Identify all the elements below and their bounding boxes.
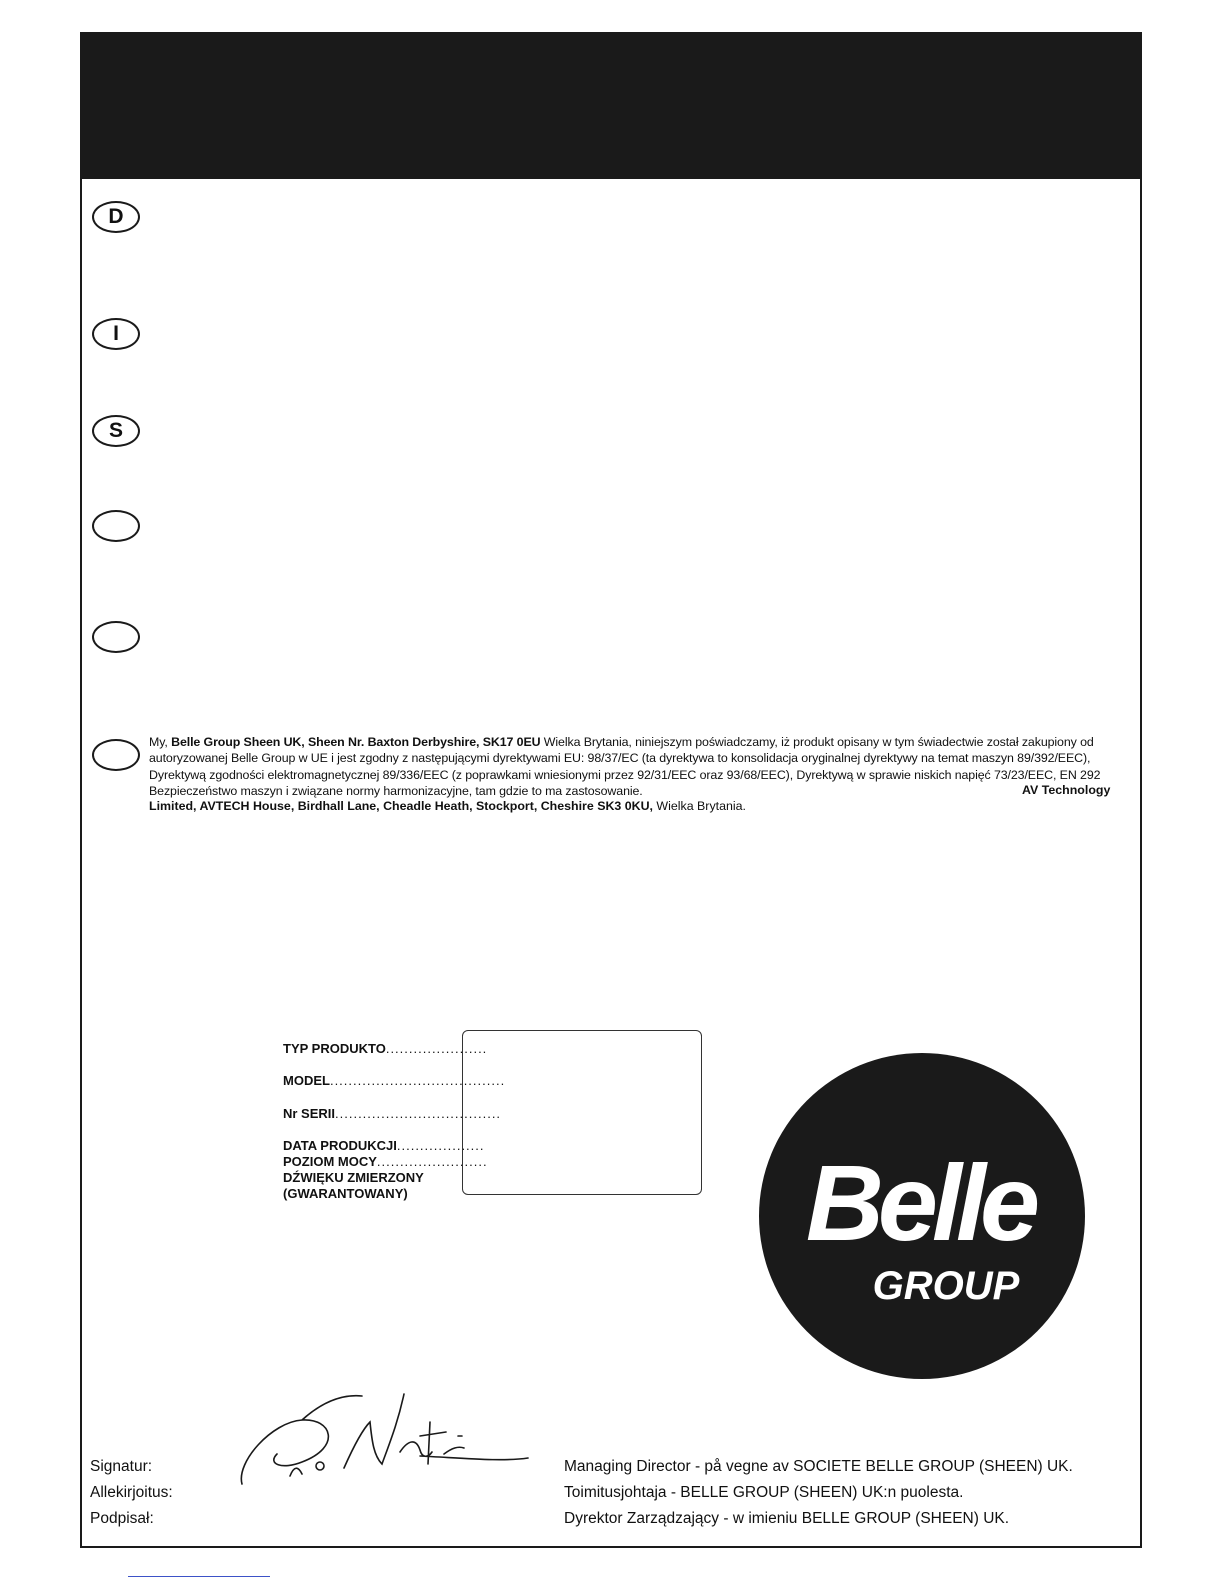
form-sound-power-dots: ........................ — [376, 1154, 488, 1169]
declaration-intro: My, — [149, 735, 172, 749]
signatory-title-no: Managing Director - på vegne av SOCIETE BELLE GROUP (SHEEN) UK. — [564, 1458, 1073, 1475]
declaration-body: Wielka Brytania, niniejszym poświadczamy, iż produkt opisany w tym świadectwie został zakupiony od autoryzowanej Belle Group w UE i jest zgodny z następującymi dyrektywami EU: 98/37/EC (ta dyrektywa to konsolidacja oryginalnej dyrektywy na temat maszyn 89/392/EEC), Dyrektywą zgodności elektromagnetycznej 89/336/EEC (z poprawkami wniesionymi przez 92/31/EEC oraz 93/68/EEC), Dyrektywą w sprawie niskich napięć 73/23/EEC, EN 292 Bezpieczeństwo maszyn i związane normy harmonizacyjne, tam gdzie to ma zastosowanie. — [149, 735, 1101, 798]
form-production-date-label: DATA PRODUKCJI — [283, 1138, 397, 1153]
logo-sub: GROUP — [872, 1264, 1020, 1308]
form-sound-power-1 — [283, 1154, 488, 1169]
logo-word: Belle — [805, 1142, 1035, 1263]
form-model-dots: ...................................... — [329, 1073, 506, 1088]
form-serial-dots: .................................... — [335, 1106, 502, 1121]
form-production-date-dots: ................... — [396, 1138, 485, 1153]
signature-label-no: Signatur: — [90, 1458, 153, 1475]
language-badge-d: D — [92, 201, 140, 233]
form-sound-power-2: DŹWIĘKU ZMIERZONY — [283, 1170, 424, 1185]
signature-label-fi: Allekirjoitus: — [90, 1484, 173, 1501]
polish-declaration — [149, 734, 1139, 799]
language-badge-i: I — [92, 318, 140, 350]
form-product-type — [283, 1041, 487, 1056]
form-model-label: MODEL — [283, 1073, 330, 1088]
footer-link-underline[interactable] — [128, 1576, 270, 1577]
belle-group-logo — [758, 1052, 1086, 1380]
language-badge-s: S — [92, 415, 140, 447]
signatory-title-pl: Dyrektor Zarządzający - w imieniu BELLE GROUP (SHEEN) UK. — [564, 1510, 1010, 1527]
tech-file-address: Limited, AVTECH House, Birdhall Lane, Cheadle Heath, Stockport, Cheshire SK3 0KU, — [149, 799, 653, 813]
form-sound-power-3: (GWARANTOWANY) — [283, 1186, 408, 1201]
form-product-type-label: TYP PRODUKTO — [283, 1041, 386, 1056]
language-badge-pl — [92, 739, 140, 771]
language-badge-blank-1 — [92, 510, 140, 542]
declaration-company: Belle Group Sheen UK, Sheen Nr. Baxton Derbyshire, SK17 0EU — [171, 735, 541, 749]
header-bar — [80, 32, 1142, 179]
language-badge-blank-2 — [92, 621, 140, 653]
signature-label-pl: Podpisał: — [90, 1510, 154, 1527]
product-spec-box — [462, 1030, 702, 1195]
tech-file-country: Wielka Brytania. — [652, 799, 746, 813]
form-sound-power-label: POZIOM MOCY — [283, 1154, 377, 1169]
tech-file-company: AV Technology — [1022, 783, 1111, 797]
tech-file-address-line — [149, 799, 746, 813]
signature — [232, 1392, 532, 1492]
form-serial-label: Nr SERII — [283, 1106, 336, 1121]
form-product-type-dots: ...................... — [385, 1041, 488, 1056]
signature-strokes — [241, 1394, 528, 1484]
signatory-title-fi: Toimitusjohtaja - BELLE GROUP (SHEEN) UK:n puolesta. — [564, 1484, 964, 1501]
form-production-date — [283, 1138, 485, 1153]
